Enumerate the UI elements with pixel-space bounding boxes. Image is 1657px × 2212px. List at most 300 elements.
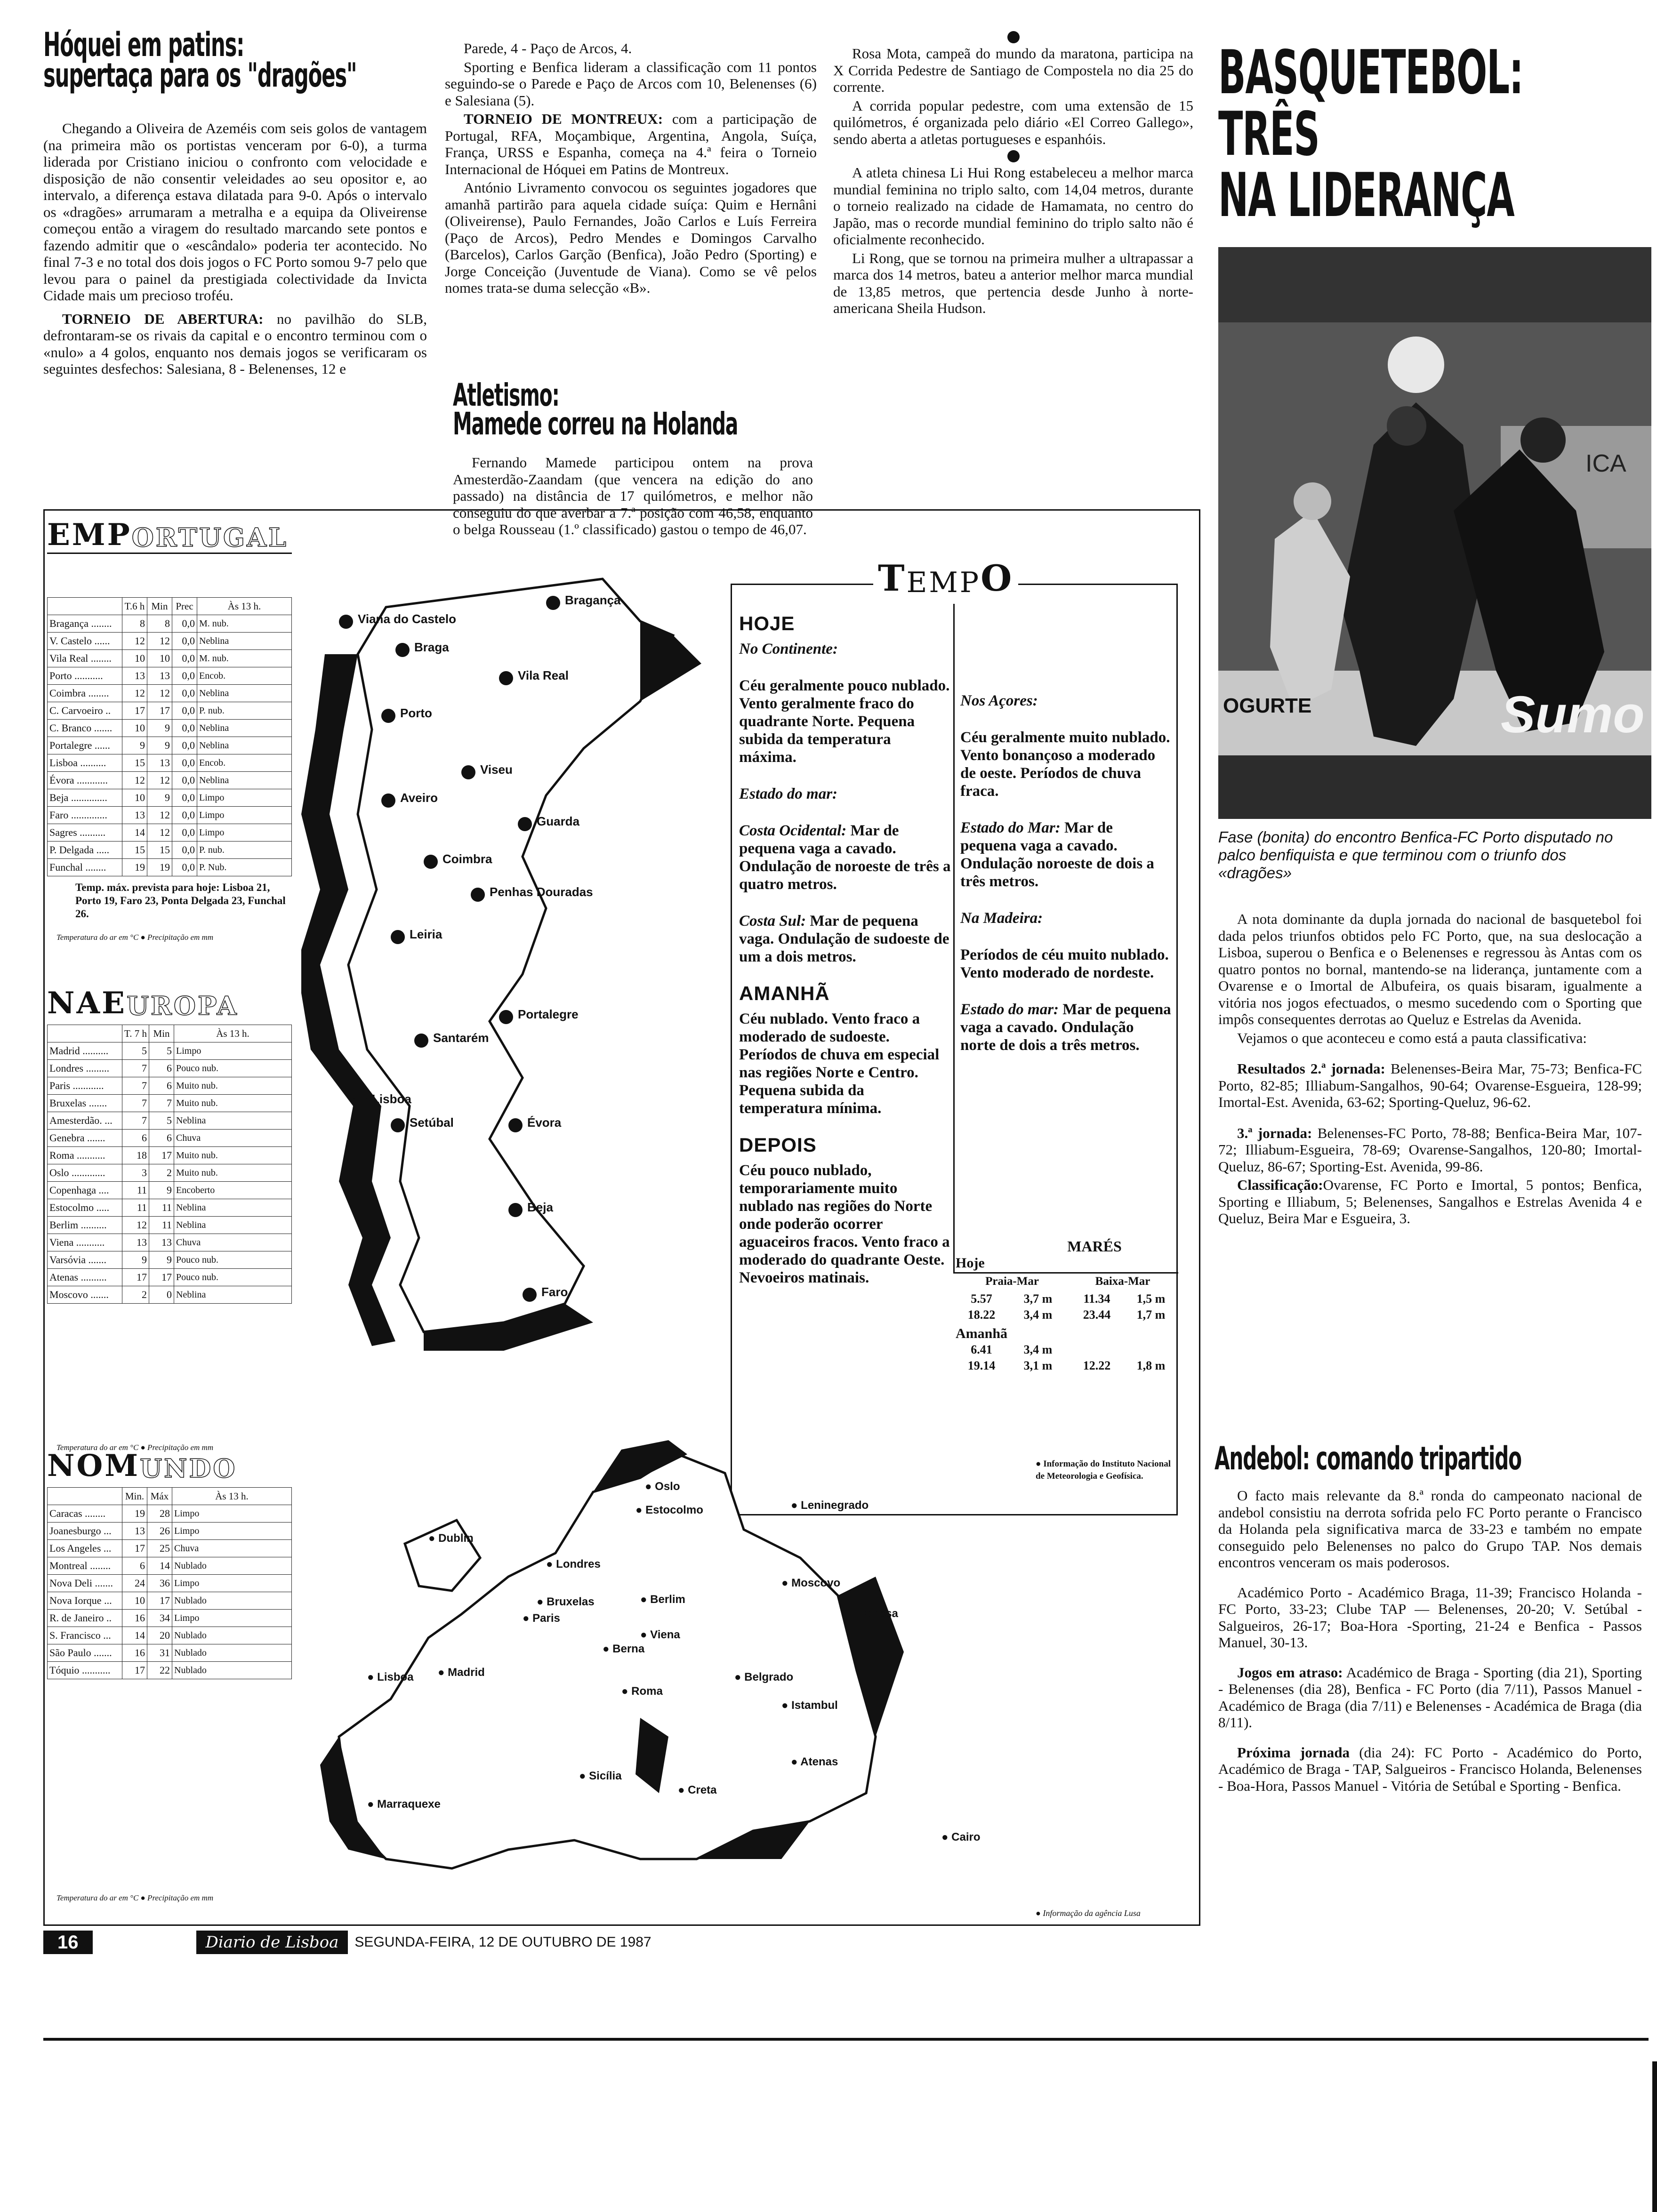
- city-cell: Porto ...........: [48, 667, 122, 685]
- value-cell: 17: [147, 702, 172, 720]
- hockey-text: com a participação de Portugal, RFA, Moçambique, Argentina, Angola, Suíça, França, URSS e Espanha, começa na 4.ª feira o Torneio Internacional de Hóquei em Patins de Montreux.: [445, 111, 817, 177]
- tide-row: [956, 1342, 1177, 1358]
- city-cell: Berlim ..........: [48, 1217, 122, 1234]
- value-cell: 10: [122, 650, 147, 667]
- value-cell: 13: [147, 754, 172, 772]
- table-row: [48, 1557, 292, 1575]
- value-cell: 9: [147, 737, 172, 754]
- value-cell: 19: [122, 1505, 147, 1523]
- handball-paragraph: [1218, 1664, 1642, 1731]
- value-cell: Limpo: [172, 1575, 292, 1592]
- city-cell: Bragança ........: [48, 615, 122, 633]
- footer: [43, 1931, 844, 1954]
- table-row: [48, 1112, 292, 1130]
- city-label: ● Oslo: [645, 1480, 680, 1493]
- value-cell: 0,0: [172, 842, 197, 859]
- value-cell: 0: [149, 1286, 174, 1304]
- value-cell: Encob.: [197, 754, 292, 772]
- table-row: [48, 1627, 292, 1644]
- city-marker-icon: [499, 671, 513, 685]
- tides-preia-label: Praia-Mar: [985, 1275, 1039, 1288]
- value-cell: 13: [122, 1234, 149, 1251]
- handball-paragraph: [1218, 1744, 1642, 1795]
- basket-photo: [1218, 247, 1651, 819]
- city-cell: Coimbra ........: [48, 685, 122, 702]
- value-cell: 6: [149, 1060, 174, 1077]
- handball-paragraph: Académico Porto - Académico Braga, 11-39; Francisco Holanda - FC Porto, 33-23; Clube TAP — Belenenses, 20-20; V. Setúbal - Salgueiros, 26-17; Boa-Hora -Sporting, 21-24 e Benfica - Passos Manuel, 30-13.: [1218, 1584, 1642, 1651]
- value-cell: 9: [122, 1251, 149, 1269]
- europe-title-light: UROPA: [126, 991, 239, 1021]
- tempo-acores-mar: [960, 819, 1172, 890]
- table-header-row: [48, 1488, 292, 1505]
- value-cell: 0,0: [172, 633, 197, 650]
- city-label: Lisboa: [372, 1092, 411, 1106]
- value-cell: Muito nub.: [174, 1164, 292, 1182]
- basket-title-line3: NA LIDERANÇA: [1218, 160, 1514, 231]
- table-header-cell: Máx: [147, 1488, 172, 1505]
- value-cell: 10: [147, 650, 172, 667]
- tide-value: 6.41: [971, 1343, 992, 1356]
- value-cell: Limpo: [174, 1042, 292, 1060]
- tides-baixa-label: Baixa-Mar: [1095, 1275, 1150, 1288]
- city-label: Santarém: [433, 1031, 489, 1045]
- portugal-title-light: ORTUGAL: [131, 522, 288, 553]
- europe-weather-table: [47, 981, 292, 1452]
- basket-text: Belenenses-Beira Mar, 75-73; Benfica-FC Porto, 82-85; Illiabum-Sangalhos, 90-64; Ovarense-Esgueira, 128-99; Imortal-Est. Avenida, 63-62; Sporting-Queluz, 96-62.: [1218, 1060, 1642, 1110]
- city-label: Coimbra: [442, 852, 492, 866]
- city-label: Vila Real: [518, 668, 569, 682]
- value-cell: 0,0: [172, 859, 197, 876]
- tempo-madeira: Na Madeira:: [960, 910, 1043, 927]
- value-cell: Limpo: [197, 807, 292, 824]
- athletics-paragraph: A atleta chinesa Li Hui Rong estabeleceu a melhor marca mundial feminina no triplo salto, com 14,04 metros, durante o torneio realizado na cidade de Hamamata, no centro do Japão, mas o recorde mundial feminino do triplo salto não é oficialmente reconhecido.: [833, 164, 1193, 248]
- value-cell: 17: [122, 1540, 147, 1557]
- value-cell: 0,0: [172, 824, 197, 842]
- city-label: ● Dublin: [428, 1532, 474, 1545]
- value-cell: 12: [122, 633, 147, 650]
- city-label: ● Atenas: [791, 1755, 838, 1768]
- table-row: [48, 737, 292, 754]
- athletics-column-2: [833, 28, 1193, 319]
- table-header-cell: T. 7 h: [122, 1025, 149, 1042]
- value-cell: 0,0: [172, 807, 197, 824]
- value-cell: Neblina: [197, 633, 292, 650]
- city-label: Évora: [527, 1115, 562, 1130]
- value-cell: M. nub.: [197, 650, 292, 667]
- value-cell: Chuva: [174, 1130, 292, 1147]
- city-marker-icon: [508, 1118, 523, 1132]
- table-row: [48, 720, 292, 737]
- value-cell: Neblina: [174, 1199, 292, 1217]
- city-label: Setúbal: [410, 1115, 454, 1130]
- city-label: Bragança: [565, 593, 621, 607]
- table-row: [48, 1234, 292, 1251]
- city-label: ● Viena: [640, 1628, 680, 1641]
- value-cell: 2: [149, 1164, 174, 1182]
- city-marker-icon: [424, 855, 438, 869]
- city-label: ● Berna: [603, 1643, 645, 1655]
- table-row: [48, 1592, 292, 1610]
- table-row: [48, 789, 292, 807]
- city-cell: Caracas ........: [48, 1505, 122, 1523]
- tempo-title-o: O: [981, 557, 1014, 599]
- value-cell: Nublado: [172, 1592, 292, 1610]
- value-cell: 13: [149, 1234, 174, 1251]
- athletics-paragraph: Li Rong, que se tornou na primeira mulher a ultrapassar a marca dos 14 metros, bateu a anterior melhor marca mundial de 13,85 metros, que pertencia desde Junho à norte-americana Sheila Hudson.: [833, 249, 1193, 316]
- table-row: [48, 807, 292, 824]
- handball-title: Andebol: comando tripartido: [1215, 1440, 1521, 1477]
- city-cell: C. Carvoeiro ..: [48, 702, 122, 720]
- tempo-costa-sul-text: Mar de pequena vaga. Ondulação de sudoeste de um a dois metros.: [739, 913, 949, 965]
- table-row: [48, 1662, 292, 1679]
- value-cell: 36: [147, 1575, 172, 1592]
- table-header-row: [48, 598, 292, 615]
- value-cell: 15: [147, 842, 172, 859]
- hockey-paragraph: Chegando a Oliveira de Azeméis com seis golos de vantagem (na primeira mão os portistas venceram por 6-0), a turma liderada por Cristiano iniciou o confronto com velocidade e disposição de não consentir veleidades ao seu opositor e, ao intervalo, a diferença estava dilatada para 9-0. Após o intervalo os «dragões» arrumaram a metralha e a equipa da Oliveirense começou então a viragem do resultado marcando sete pontos e fazendo admitir que o «escândalo» poderia ter acontecido. No final 7-3 e no total dos dois jogos o FC Porto somou 9-7 pelo que levou para o painel da prestigiada colectividade da Invicta Cidade mais um precioso troféu.: [43, 120, 427, 304]
- athletics-heading: [453, 379, 811, 440]
- city-label: Guarda: [537, 814, 580, 828]
- city-cell: S. Francisco ...: [48, 1627, 122, 1644]
- value-cell: 0,0: [172, 615, 197, 633]
- table-row: [48, 615, 292, 633]
- hockey-paragraph: António Livramento convocou os seguintes jogadores que amanhã partirão para aquela cidade suíça: Quim e Hernâni (Oliveirense), Paulo Fernandes, João Carlos e Luís Ferreira (Paço de Arcos), Pedro Mendes e Domingos Carvalho (Barcelos), Carlos Garção (Benfica), João Pedro (Sporting) e Jorge Conceição (Juventude de Viana). Como se vê pelos nomes trata-se duma selecção «B».: [445, 179, 817, 296]
- tide-row: [956, 1291, 1177, 1307]
- value-cell: 12: [122, 685, 147, 702]
- tempo-mar-title: Estado do mar:: [739, 785, 838, 802]
- table-row: [48, 1164, 292, 1182]
- city-label: ● Lisboa: [367, 1671, 414, 1683]
- city-cell: Copenhaga ....: [48, 1182, 122, 1199]
- tempo-hoje-heading: HOJE: [739, 612, 795, 634]
- basket-paragraph: A nota dominante da dupla jornada do nacional de basquetebol foi dada pelos triunfos obtidos pelo FC Porto, que, na sua deslocação a Lisboa, superou o Benfica e o Belenenses e regressou às Antas com os quatro pontos no bornal, mantendo-se na liderança, juntamente com a Ovarense e o Imortal de Albufeira, os quais bisaram, igualmente a vitória nos jogos efectuados, o mesmo sucedendo com o Sporting que impôs consequentes derrotas ao Queluz e Estrelas da Avenida.: [1218, 911, 1642, 1027]
- tempo-depois-text: Céu pouco nublado, temporariamente muito nublado nas regiões do Norte onde poderão ocorrer aguaceiros fracos. Vento fraco a moderado do quadrante Oeste. Nevoeiros matinais.: [739, 1162, 950, 1286]
- value-cell: Neblina: [197, 737, 292, 754]
- city-label: Porto: [400, 706, 432, 720]
- tide-value: 19.14: [967, 1359, 996, 1372]
- value-cell: 19: [147, 859, 172, 876]
- tempo-title-emp: EMP: [906, 566, 981, 599]
- portugal-map-shape: [301, 551, 725, 1398]
- city-cell: Atenas ..........: [48, 1269, 122, 1286]
- tide-row: [956, 1358, 1177, 1374]
- city-cell: Nova Deli .......: [48, 1575, 122, 1592]
- tides-amanha-label: Amanhã: [956, 1326, 1008, 1341]
- value-cell: 0,0: [172, 737, 197, 754]
- table-row: [48, 685, 292, 702]
- value-cell: 17: [149, 1147, 174, 1164]
- table-header-cell: T.6 h: [122, 598, 147, 615]
- athletics-title-line2: Mamede correu na Holanda: [453, 406, 738, 442]
- table-row: [48, 702, 292, 720]
- basket-paragraph: Vejamos o que aconteceu e como está a pauta classificativa:: [1237, 1029, 1587, 1046]
- tides-title: MARÉS: [1067, 1238, 1122, 1255]
- value-cell: 14: [122, 1627, 147, 1644]
- photo-sign-left: OGURTE: [1223, 694, 1312, 717]
- tempo-acores-mar-lead: Estado do Mar:: [960, 819, 1061, 836]
- table-header-cell: Às 13 h.: [174, 1025, 292, 1042]
- value-cell: Neblina: [197, 772, 292, 789]
- tides-header: [956, 1275, 1177, 1288]
- tempo-source: ● Informação do Instituto Nacional de Meteorologia e Geofísica.: [1036, 1459, 1171, 1481]
- city-marker-icon: [414, 1034, 428, 1048]
- table-row: [48, 859, 292, 876]
- basket-paragraph: [1218, 1177, 1642, 1227]
- value-cell: Nublado: [172, 1627, 292, 1644]
- world-table: [47, 1487, 292, 1679]
- value-cell: Limpo: [197, 824, 292, 842]
- city-marker-icon: [523, 1288, 537, 1302]
- value-cell: 11: [122, 1182, 149, 1199]
- city-cell: São Paulo .......: [48, 1644, 122, 1662]
- value-cell: 5: [149, 1112, 174, 1130]
- city-marker-icon: [381, 793, 395, 808]
- city-marker-icon: [395, 643, 410, 657]
- city-label: ● Cairo: [941, 1831, 981, 1843]
- table-row: [48, 1523, 292, 1540]
- separator-dot: [1007, 150, 1020, 162]
- table-row: [48, 1505, 292, 1523]
- tempo-costa-sul: [739, 912, 951, 966]
- basket-caption: Fase (bonita) do encontro Benfica-FC Porto disputado no palco benfiquista e que terminou com o triunfo dos «dragões»: [1218, 828, 1613, 882]
- value-cell: 25: [147, 1540, 172, 1557]
- basket-text: Ovarense, FC Porto e Imortal, 5 pontos; Benfica, Sporting e Illiabum, 5; Belenenses, Sangalhos e Estrelas Avenida 4 e Queluz, Beira Mar e Esgueira, 3.: [1218, 1177, 1642, 1226]
- table-body: [48, 1042, 292, 1304]
- world-title-bold: NOM: [47, 1448, 140, 1483]
- city-label: ● Bruxelas: [537, 1595, 595, 1608]
- tempo-acores-mar-text: Mar de pequena vaga a cavado. Ondulação noroeste de dois a três metros.: [960, 819, 1154, 890]
- value-cell: 17: [122, 1662, 147, 1679]
- tide-value: 1,7 m: [1136, 1308, 1166, 1322]
- world-title-light: UNDO: [140, 1453, 237, 1483]
- value-cell: P. nub.: [197, 842, 292, 859]
- city-cell: Estocolmo .....: [48, 1199, 122, 1217]
- value-cell: Muito nub.: [174, 1147, 292, 1164]
- tempo-acores: Nos Açores:: [960, 692, 1038, 709]
- value-cell: 7: [122, 1112, 149, 1130]
- tide-value: 11.34: [1083, 1292, 1110, 1306]
- city-cell: Roma ...........: [48, 1147, 122, 1164]
- city-label: Aveiro: [400, 791, 438, 805]
- hockey-text: no pavilhão do SLB, defrontaram-se os rivais da capital e o encontro terminou com o «nulo» a 4 golos, enquanto nos demais jogos se verificaram os seguintes desfechos: Salesiana, 8 - Belenenses, 12 e: [43, 310, 427, 377]
- city-label: Braga: [414, 640, 449, 654]
- value-cell: 10: [122, 720, 147, 737]
- portugal-table: [47, 597, 292, 876]
- handball-text: Académico de Braga - Sporting (dia 21), Sporting - Belenenses (dia 28), Benfica - FC Porto (dia 7/11), Passos Manuel - Académico de Braga (dia 7/11) e Belenenses - Académica de Braga (dia 8/11).: [1218, 1664, 1642, 1731]
- value-cell: 7: [149, 1095, 174, 1112]
- separator-dot: [1007, 31, 1020, 43]
- value-cell: Limpo: [197, 789, 292, 807]
- value-cell: Neblina: [174, 1112, 292, 1130]
- europe-note: Temperatura do ar em °C ● Precipitação em mm: [56, 1443, 214, 1452]
- world-table-title: [47, 1444, 292, 1483]
- city-label: Viseu: [480, 762, 513, 777]
- value-cell: 10: [122, 789, 147, 807]
- basket-title-line2: TRÊS: [1218, 99, 1319, 169]
- athletics-paragraph: Rosa Mota, campeã do mundo da maratona, participa na X Corrida Pedestre de Santiago de Compostela no dia 25 do corrente.: [833, 45, 1193, 95]
- value-cell: 12: [147, 824, 172, 842]
- tempo-acores-text: Céu geralmente muito nublado. Vento bonançoso a moderado de oeste. Períodos de chuva fraca.: [960, 729, 1170, 800]
- city-marker-icon: [499, 1010, 513, 1024]
- value-cell: 31: [147, 1644, 172, 1662]
- table-row: [48, 1286, 292, 1304]
- portugal-note: Temperatura do ar em °C ● Precipitação em mm: [56, 933, 214, 942]
- value-cell: 16: [122, 1610, 147, 1627]
- city-cell: C. Branco .......: [48, 720, 122, 737]
- hockey-article: [43, 25, 429, 95]
- value-cell: 12: [122, 1217, 149, 1234]
- tempo-left-column: [739, 612, 951, 1287]
- table-header-cell: [48, 1488, 122, 1505]
- portugal-table-title: [47, 513, 292, 554]
- table-row: [48, 772, 292, 789]
- handball-column: [1218, 1487, 1642, 1796]
- table-row: [48, 667, 292, 685]
- basket-lead: Classificação:: [1237, 1177, 1323, 1193]
- value-cell: 17: [147, 1592, 172, 1610]
- city-marker-icon: [381, 709, 395, 723]
- city-label: ● Odessa: [847, 1607, 898, 1620]
- tempo-continente: No Continente:: [739, 641, 838, 657]
- table-header-cell: Às 13 h.: [197, 598, 292, 615]
- value-cell: Limpo: [172, 1610, 292, 1627]
- europe-map: [311, 1435, 1026, 1906]
- value-cell: 3: [122, 1164, 149, 1182]
- tempo-madeira-mar-lead: Estado do mar:: [960, 1001, 1059, 1018]
- city-cell: Oslo .............: [48, 1164, 122, 1182]
- tides-block: [956, 1238, 1177, 1374]
- table-row: [48, 842, 292, 859]
- basket-lead: 3.ª jornada:: [1237, 1124, 1312, 1141]
- basket-text: Belenenses-FC Porto, 78-88; Benfica-Beira Mar, 107-72; Illiabum-Esgueira, 78-69; Ovarense-Sangalhos, 120-80; Imortal-Queluz, 86-67; Sporting-Est. Avenida, 99-86.: [1218, 1124, 1642, 1175]
- table-row: [48, 633, 292, 650]
- value-cell: 0,0: [172, 772, 197, 789]
- table-header-cell: [48, 598, 122, 615]
- tempo-right-column: [960, 621, 1172, 1073]
- table-row: [48, 1147, 292, 1164]
- table-row: [48, 1060, 292, 1077]
- table-row: [48, 1644, 292, 1662]
- value-cell: Neblina: [197, 685, 292, 702]
- tide-value: [1125, 1342, 1177, 1358]
- europe-map-source: ● Informação da agência Lusa: [1036, 1908, 1141, 1918]
- city-cell: Madrid ..........: [48, 1042, 122, 1060]
- value-cell: 12: [147, 807, 172, 824]
- tempo-amanha-heading: AMANHÃ: [739, 982, 830, 1004]
- city-label: ● Creta: [678, 1784, 717, 1796]
- value-cell: 14: [147, 1557, 172, 1575]
- table-header-row: [48, 1025, 292, 1042]
- city-label: ● Belgrado: [734, 1671, 794, 1683]
- table-row: [48, 1610, 292, 1627]
- city-label: ● Moscovo: [781, 1577, 841, 1589]
- city-cell: Genebra .......: [48, 1130, 122, 1147]
- city-cell: Portalegre ......: [48, 737, 122, 754]
- city-label: Beja: [527, 1200, 553, 1214]
- table-row: [48, 1217, 292, 1234]
- table-header-cell: Min.: [122, 1488, 147, 1505]
- city-label: Penhas Douradas: [490, 885, 593, 899]
- value-cell: Pouco nub.: [174, 1269, 292, 1286]
- city-cell: Tóquio ...........: [48, 1662, 122, 1679]
- tempo-costa-ocidental-text: Mar de pequena vaga a cavado. Ondulação de noroeste de três a quatro metros.: [739, 822, 951, 893]
- value-cell: 13: [122, 1523, 147, 1540]
- table-header-cell: Min: [147, 598, 172, 615]
- city-marker-icon: [518, 817, 532, 831]
- value-cell: 17: [122, 1269, 149, 1286]
- table-row: [48, 1182, 292, 1199]
- basket-paragraph: [1218, 1125, 1642, 1175]
- city-cell: Lisboa ..........: [48, 754, 122, 772]
- tempo-amanha-text: Céu nublado. Vento fraco a moderado de sudoeste. Períodos de chuva em especial nas regiões Norte e Centro. Pequena subida da temperatura mínima.: [739, 1010, 940, 1117]
- tide-value: 5.57: [971, 1292, 992, 1306]
- hockey-paragraph: [43, 311, 427, 377]
- city-cell: Los Angeles ...: [48, 1540, 122, 1557]
- value-cell: 6: [149, 1130, 174, 1147]
- value-cell: 24: [122, 1575, 147, 1592]
- value-cell: Chuva: [172, 1540, 292, 1557]
- value-cell: 2: [122, 1286, 149, 1304]
- value-cell: 8: [147, 615, 172, 633]
- value-cell: 14: [122, 824, 147, 842]
- value-cell: P. Nub.: [197, 859, 292, 876]
- handball-paragraph: O facto mais relevante da 8.ª ronda do campeonato nacional de andebol consistiu na derrota sofrida pelo FC Porto perante o Francisco da Holanda pela significativa marca de 33-23 e também no empate conseguido pelo Belenenses no palco do Grupo TAP. Nos demais encontros venceram os mais poderosos.: [1218, 1487, 1642, 1571]
- value-cell: 11: [122, 1199, 149, 1217]
- tides-hoje-label: Hoje: [956, 1255, 985, 1271]
- hockey-column-2: [445, 40, 817, 298]
- portugal-forecast: Temp. máx. prevista para hoje: Lisboa 21, Porto 19, Faro 23, Ponta Delgada 23, Funchal 26.: [75, 882, 286, 920]
- value-cell: 11: [149, 1199, 174, 1217]
- value-cell: 12: [147, 772, 172, 789]
- table-row: [48, 1251, 292, 1269]
- tide-value: 3,7 m: [1023, 1292, 1053, 1306]
- value-cell: 15: [122, 842, 147, 859]
- city-marker-icon: [546, 596, 560, 610]
- city-cell: Sagres ..........: [48, 824, 122, 842]
- hockey-lead: TORNEIO DE MONTREUX:: [464, 111, 663, 127]
- city-marker-icon: [339, 615, 353, 629]
- tide-value: 1,8 m: [1136, 1359, 1166, 1372]
- value-cell: 0,0: [172, 667, 197, 685]
- basket-title-line1: BASQUETEBOL:: [1218, 38, 1523, 108]
- handball-lead: Próxima jornada: [1237, 1744, 1350, 1761]
- value-cell: Neblina: [174, 1286, 292, 1304]
- value-cell: 7: [122, 1077, 149, 1095]
- value-cell: 0,0: [172, 650, 197, 667]
- hockey-paragraph: Sporting e Benfica lideram a classificação com 11 pontos seguindo-se o Parede e Paço de Arcos com 10, Belenenses (6) e Salesiana (5).: [445, 58, 817, 109]
- city-marker-icon: [391, 1118, 405, 1132]
- value-cell: 17: [122, 702, 147, 720]
- city-cell: Beja ..............: [48, 789, 122, 807]
- value-cell: Neblina: [174, 1217, 292, 1234]
- europe-table: [47, 1025, 292, 1304]
- city-label: ● Londres: [546, 1558, 601, 1571]
- city-label: ● Estocolmo: [635, 1504, 703, 1516]
- right-edge-rule: [1652, 2061, 1657, 2212]
- hockey-column-1: [43, 120, 427, 379]
- value-cell: Nublado: [172, 1557, 292, 1575]
- photo-sign-top: ICA: [1585, 450, 1626, 477]
- city-marker-icon: [353, 1095, 367, 1109]
- value-cell: 5: [149, 1042, 174, 1060]
- value-cell: P. nub.: [197, 702, 292, 720]
- table-row: [48, 1540, 292, 1557]
- city-marker-icon: [508, 1203, 523, 1217]
- tempo-depois-heading: DEPOIS: [739, 1134, 817, 1156]
- city-label: ● Roma: [621, 1685, 663, 1698]
- city-label: Leiria: [410, 927, 442, 941]
- city-label: ● Madrid: [438, 1666, 485, 1679]
- city-label: ● Marraquexe: [367, 1798, 441, 1811]
